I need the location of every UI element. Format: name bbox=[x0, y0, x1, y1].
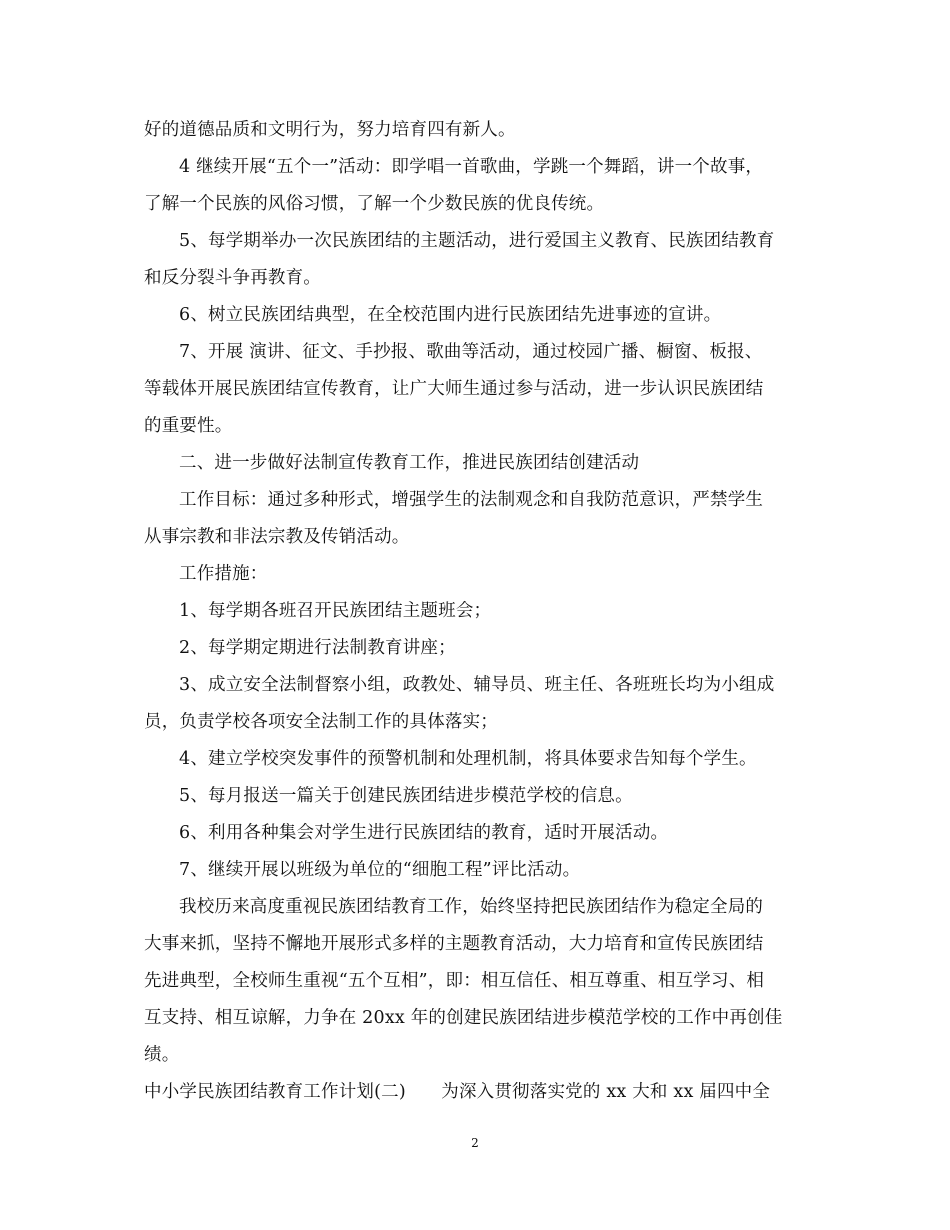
text-line: 我校历来高度重视民族团结教育工作，始终坚持把民族团结作为稳定全局的 bbox=[179, 897, 764, 917]
text-line: 绩。 bbox=[144, 1045, 180, 1065]
text-line: 等载体开展民族团结宣传教育，让广大师生通过参与活动，进一步认识民族团结 bbox=[144, 379, 764, 399]
text-line: 的重要性。 bbox=[144, 416, 233, 436]
text-line: 和反分裂斗争再教育。 bbox=[144, 268, 321, 288]
page-number: 2 bbox=[471, 1136, 479, 1150]
text-line: 7、开展 演讲、征文、手抄报、歌曲等活动，通过校园广播、橱窗、板报、 bbox=[179, 342, 763, 362]
text-line: 工作措施： bbox=[179, 564, 268, 584]
text-line: 员，负责学校各项安全法制工作的具体落实； bbox=[144, 712, 498, 732]
text-line: 4、建立学校突发事件的预警机制和处理机制，将具体要求告知每个学生。 bbox=[179, 749, 757, 769]
text-line: 中小学民族团结教育工作计划(二) 为深入贯彻落实党的 xx 大和 xx 届四中全 bbox=[144, 1082, 771, 1102]
text-line: 大事来抓，坚持不懈地开展形式多样的主题教育活动，大力培育和宣传民族团结 bbox=[144, 934, 764, 954]
text-line: 了解一个民族的风俗习惯，了解一个少数民族的优良传统。 bbox=[144, 194, 605, 214]
text-line: 先进典型，全校师生重视“五个互相”，即：相互信任、相互尊重、相互学习、相 bbox=[144, 971, 765, 991]
text-line: 工作目标：通过多种形式，增强学生的法制观念和自我防范意识，严禁学生 bbox=[179, 490, 764, 510]
text-line: 6、树立民族团结典型，在全校范围内进行民族团结先进事迹的宣讲。 bbox=[179, 305, 722, 325]
text-line: 5、每学期举办一次民族团结的主题活动，进行爱国主义教育、民族团结教育 bbox=[179, 231, 775, 251]
text-line: 从事宗教和非法宗教及传销活动。 bbox=[144, 527, 410, 547]
text-line: 1、每学期各班召开民族团结主题班会； bbox=[179, 601, 492, 621]
text-line: 互支持、相互谅解，力争在 20xx 年的创建民族团结进步模范学校的工作中再创佳 bbox=[144, 1008, 783, 1028]
text-line: 7、继续开展以班级为单位的“细胞工程”评比活动。 bbox=[179, 860, 581, 880]
text-line: 5、每月报送一篇关于创建民族团结进步模范学校的信息。 bbox=[179, 786, 633, 806]
section-heading: 二、进一步做好法制宣传教育工作，推进民族团结创建活动 bbox=[179, 453, 640, 473]
text-line: 2、每学期定期进行法制教育讲座； bbox=[179, 638, 456, 658]
text-line: 4 继续开展“五个一”活动：即学唱一首歌曲，学跳一个舞蹈，讲一个故事， bbox=[179, 157, 764, 177]
text-line: 3、成立安全法制督察小组，政教处、辅导员、班主任、各班班长均为小组成 bbox=[179, 675, 775, 695]
text-line: 好的道德品质和文明行为，努力培育四有新人。 bbox=[144, 120, 516, 140]
text-line: 6、利用各种集会对学生进行民族团结的教育，适时开展活动。 bbox=[179, 823, 669, 843]
